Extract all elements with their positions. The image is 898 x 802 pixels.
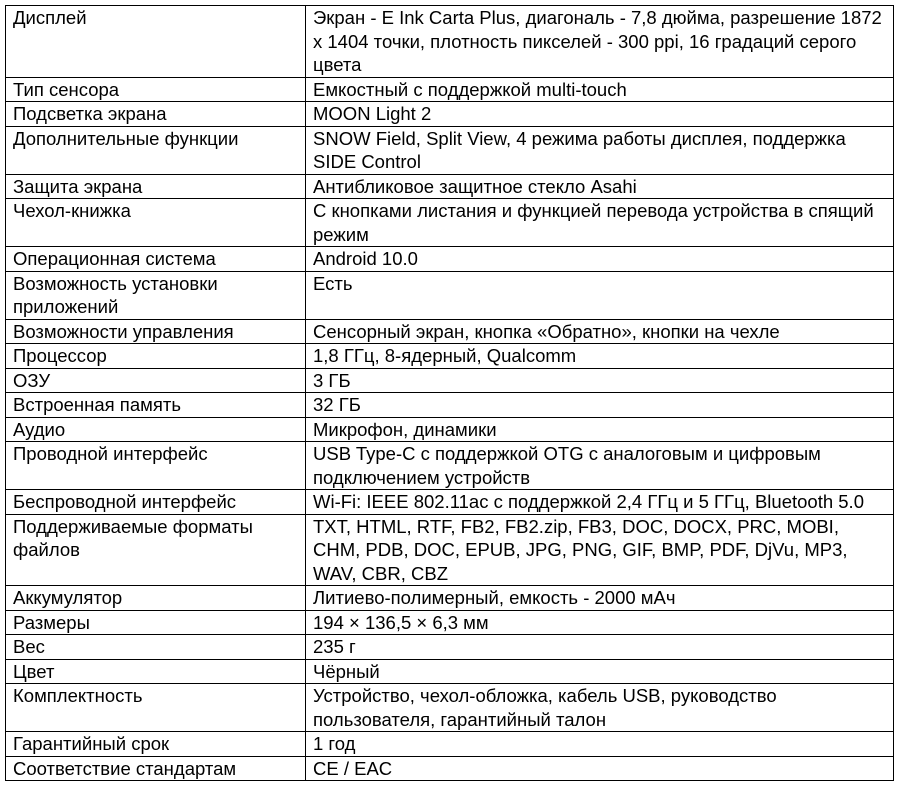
spec-value: 235 г: [306, 635, 894, 660]
table-row: [6, 635, 894, 660]
spec-label: Цвет: [6, 659, 306, 684]
table-row: [6, 659, 894, 684]
spec-label: Размеры: [6, 610, 306, 635]
spec-label: Возможность установки приложений: [6, 271, 306, 319]
spec-label: Возможности управления: [6, 319, 306, 344]
spec-label: Дисплей: [6, 6, 306, 78]
table-row: [6, 514, 894, 586]
spec-label: Чехол-книжка: [6, 199, 306, 247]
spec-label: Поддерживаемые форматы файлов: [6, 514, 306, 586]
spec-label: Процессор: [6, 344, 306, 369]
spec-value: TXT, HTML, RTF, FB2, FB2.zip, FB3, DOC, DOCX, PRC, MOBI, CHM, PDB, DOC, EPUB, JPG, PNG, GIF, BMP, PDF, DjVu, MP3, WAV, CBR, CBZ: [306, 514, 894, 586]
spec-value: SNOW Field, Split View, 4 режима работы дисплея, поддержка SIDE Control: [306, 126, 894, 174]
table-row: [6, 271, 894, 319]
table-row: [6, 344, 894, 369]
spec-value: С кнопками листания и функцией перевода устройства в спящий режим: [306, 199, 894, 247]
spec-label: Проводной интерфейс: [6, 442, 306, 490]
table-row: [6, 368, 894, 393]
spec-label: Защита экрана: [6, 174, 306, 199]
spec-value: USB Type-C с поддержкой OTG с аналоговым и цифровым подключением устройств: [306, 442, 894, 490]
table-row: [6, 174, 894, 199]
spec-value: 194 × 136,5 × 6,3 мм: [306, 610, 894, 635]
table-row: [6, 610, 894, 635]
spec-label: Гарантийный срок: [6, 732, 306, 757]
spec-value: 3 ГБ: [306, 368, 894, 393]
spec-value: 1,8 ГГц, 8-ядерный, Qualcomm: [306, 344, 894, 369]
specs-table: [5, 5, 894, 781]
spec-value: 32 ГБ: [306, 393, 894, 418]
spec-label: Аудио: [6, 417, 306, 442]
table-row: [6, 732, 894, 757]
spec-value: MOON Light 2: [306, 102, 894, 127]
table-row: [6, 319, 894, 344]
spec-value: Чёрный: [306, 659, 894, 684]
spec-label: Тип сенсора: [6, 77, 306, 102]
table-row: [6, 199, 894, 247]
spec-value: Антибликовое защитное стекло Asahi: [306, 174, 894, 199]
table-row: [6, 393, 894, 418]
spec-value: 1 год: [306, 732, 894, 757]
spec-label: Встроенная память: [6, 393, 306, 418]
spec-value: Микрофон, динамики: [306, 417, 894, 442]
table-row: [6, 6, 894, 78]
table-row: [6, 756, 894, 781]
spec-value: Сенсорный экран, кнопка «Обратно», кнопки на чехле: [306, 319, 894, 344]
spec-value: Устройство, чехол-обложка, кабель USB, руководство пользователя, гарантийный талон: [306, 684, 894, 732]
spec-value: Емкостный с поддержкой multi-touch: [306, 77, 894, 102]
table-row: [6, 586, 894, 611]
spec-value: Есть: [306, 271, 894, 319]
table-row: [6, 102, 894, 127]
table-row: [6, 684, 894, 732]
table-row: [6, 417, 894, 442]
spec-label: Дополнительные функции: [6, 126, 306, 174]
table-row: [6, 77, 894, 102]
spec-value: Wi-Fi: IEEE 802.11ac с поддержкой 2,4 ГГц и 5 ГГц, Bluetooth 5.0: [306, 490, 894, 515]
table-row: [6, 247, 894, 272]
spec-label: Аккумулятор: [6, 586, 306, 611]
spec-value: Экран - E Ink Carta Plus, диагональ - 7,8 дюйма, разрешение 1872 x 1404 точки, плотность пикселей - 300 ppi, 16 градаций серого цвета: [306, 6, 894, 78]
specs-table-body: [6, 6, 894, 781]
spec-label: Операционная система: [6, 247, 306, 272]
spec-value: Литиево-полимерный, емкость - 2000 мАч: [306, 586, 894, 611]
spec-label: Вес: [6, 635, 306, 660]
table-row: [6, 442, 894, 490]
table-row: [6, 490, 894, 515]
spec-label: Соответствие стандартам: [6, 756, 306, 781]
spec-value: Android 10.0: [306, 247, 894, 272]
spec-label: ОЗУ: [6, 368, 306, 393]
spec-label: Подсветка экрана: [6, 102, 306, 127]
table-row: [6, 126, 894, 174]
spec-value: CE / EAC: [306, 756, 894, 781]
spec-label: Комплектность: [6, 684, 306, 732]
spec-label: Беспроводной интерфейс: [6, 490, 306, 515]
